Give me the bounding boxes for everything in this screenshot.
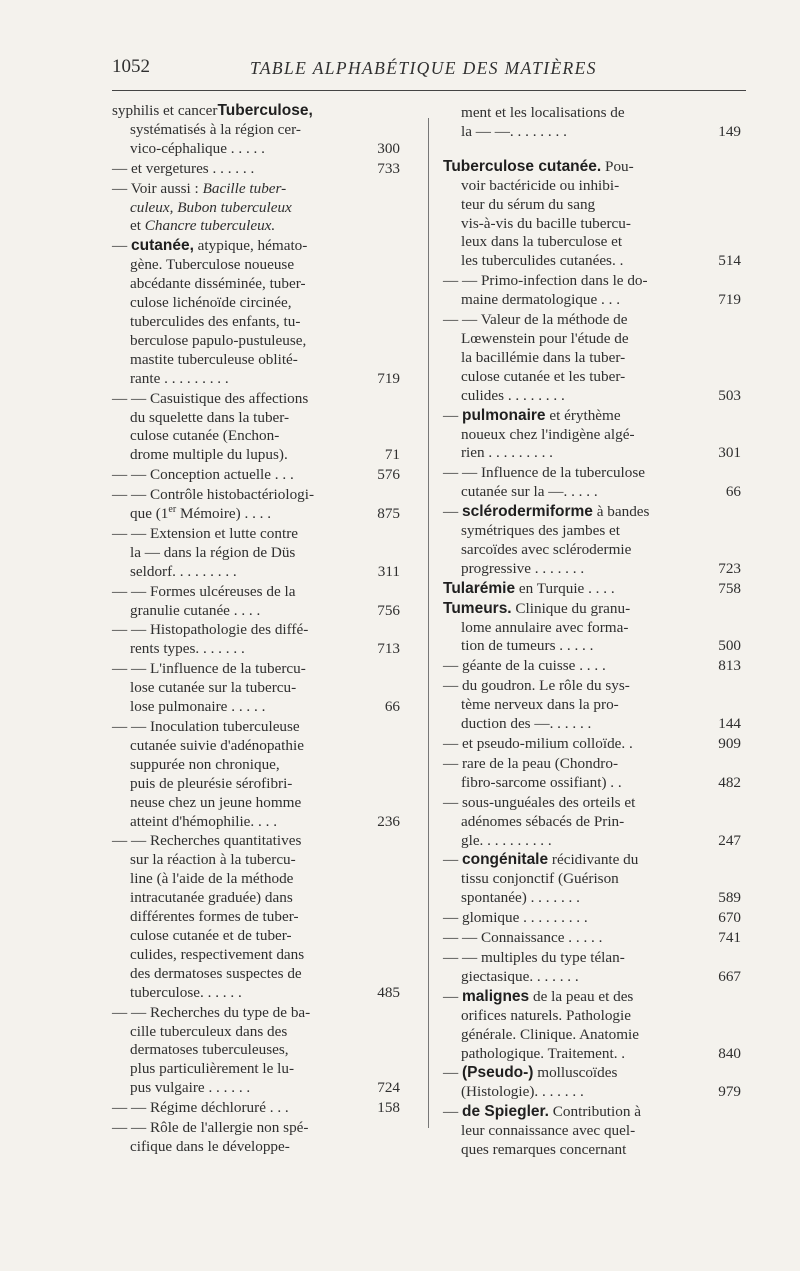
entry-line: adénomes sébacés de Prin- [461,812,625,830]
entry-line: maine dermatologique . . . [461,291,621,309]
page-reference: 741 [718,929,741,947]
entry-line: la bacillémie dans la tuber- [461,348,626,366]
entry-line: — cutanée, atypique, hémato- [112,237,308,255]
entry-line: symétriques des jambes et [461,522,621,540]
entry-line: (Histologie). . . . . . . [461,1083,584,1101]
page-reference: 311 [377,562,400,580]
index-entry [112,718,400,831]
index-entry [112,1003,400,1099]
page-reference: 301 [718,444,741,462]
page-reference: 503 [718,386,741,404]
page-reference: 485 [377,983,400,1001]
index-entry [112,582,400,621]
index-entry [443,158,740,271]
entry-line: — sous-unguéales des orteils et [443,793,636,811]
page-reference: 719 [718,291,741,309]
index-entry [443,104,740,142]
index-entry [112,466,400,485]
entry-line: spontanée) . . . . . . . [461,889,580,907]
page-reference: 719 [377,369,400,387]
entry-line: — — Connaissance . . . . . [443,929,603,947]
entry-line: du squelette dans la tuber- [130,408,290,426]
entry-line: lose pulmonaire . . . . . [130,698,266,716]
entry-line: suppurée non chronique, [130,755,280,773]
right-column [443,102,740,1161]
entry-line: cutanée sur la —. . . . . [461,483,598,501]
index-entry [443,407,740,464]
entry-line: — — Histopathologie des diffé- [112,621,309,639]
entry-line: leur connaissance avec quel- [461,1122,636,1140]
index-entry [443,794,740,851]
index-entry [443,503,740,579]
entry-line: — géante de la cuisse . . . . [443,657,606,675]
index-entry [443,909,740,928]
index-entry [112,389,400,466]
entry-line: lome annulaire avec forma- [461,618,629,636]
index-entry [443,1064,740,1102]
page-reference: 875 [377,505,400,523]
index-entry [112,237,400,388]
entry-line: — — Casuistique des affections [112,389,309,407]
page-reference: 576 [377,466,400,484]
entry-line: — — Primo-infection dans le do- [443,272,648,290]
entry-line: vico-céphalique . . . . . [130,139,265,157]
page-reference: 247 [718,831,741,849]
entry-line: culides, respectivement dans [130,945,305,963]
entry-line: — — L'influence de la tubercu- [112,660,306,678]
entry-line: des dermatoses suspectes de [130,964,302,982]
index-entry [443,929,740,948]
entry-line: systématisés à la région cer- [130,120,301,138]
page-reference: 149 [718,122,741,140]
index-entry [443,272,740,310]
entry-line: — et pseudo-milium colloïde. . [443,735,633,752]
entry-heading: malignes [461,987,530,1005]
italic-text: Chancre tuberculeux. [144,217,276,235]
entry-line: — sclérodermiforme à bandes [443,503,650,521]
entry-line: — — Régime déchloruré . . . [112,1099,289,1117]
page-reference: 514 [718,252,741,270]
entry-line: ques remarques concernant [461,1141,627,1159]
page-reference: 733 [377,159,400,177]
entry-line: Tumeurs. Clinique du granu- [443,599,631,617]
entry-line: — — Extension et lutte contre [112,524,299,542]
page-reference: 300 [377,139,400,157]
entry-line: abcédante disséminée, tuber- [130,275,306,293]
index-entry [112,180,362,237]
entry-line: puis de pleurésie sérofibri- [130,774,293,792]
index-entry [443,580,740,599]
entry-line: neuse chez un jeune homme [130,793,302,811]
entry-line: seldorf. . . . . . . . . [130,562,237,580]
entry-line: mastite tuberculeuse oblité- [130,350,298,368]
entry-line: les tuberculides cutanées. . [461,252,624,270]
entry-line: culides . . . . . . . . [461,386,565,404]
page-reference: 670 [718,909,741,927]
entry-line: culose cutanée et de tuber- [130,926,292,944]
entry-line: sarcoïdes avec sclérodermie [461,540,632,558]
entry-heading: Tuberculose, [217,102,313,119]
index-entry [443,311,740,406]
entry-line: cifique dans le développe- [130,1137,290,1155]
index-entry [443,657,740,676]
entry-line: Lœwenstein pour l'étude de [461,329,629,347]
entry-heading: Tularémie [443,579,516,597]
index-entry [112,660,400,717]
entry-line: line (à l'aide de la méthode [130,870,294,888]
entry-line: tuberculides des enfants, tu- [130,312,301,330]
header-rule [112,90,746,91]
entry-line: rents types. . . . . . . [130,640,245,658]
entry-line: Tularémie en Turquie . . . . [443,579,615,597]
entry-line: — glomique . . . . . . . . . [443,909,588,927]
entry-line: — — multiples du type télan- [443,948,625,966]
entry-line: — — Recherches quantitatives [112,832,302,850]
page-reference: 66 [384,698,400,716]
entry-line: différentes formes de tuber- [130,908,299,926]
entry-line: tuberculose. . . . . . [130,983,242,1001]
entry-line: noueux chez l'indigène algé- [461,425,635,443]
entry-line: granulie cutanée . . . . [130,601,261,619]
entry-line: voir bactéricide ou inhibi- [461,176,620,194]
index-entry [443,1103,740,1160]
entry-line: — de Spiegler. Contribution à [443,1103,641,1121]
entry-line [112,199,362,218]
entry-line: ment et les localisations de [461,104,625,121]
entry-line: — — Rôle de l'allergie non spé- [112,1119,309,1137]
page-reference: 589 [718,889,741,907]
entry-line: — — Recherches du type de ba- [112,1003,311,1021]
entry-line: — — Contrôle histobactériologi- [112,486,315,504]
index-entry [443,464,740,502]
entry-line: dermatoses tuberculeuses, [130,1041,289,1059]
page-reference: 723 [718,559,741,577]
entry-line: gle. . . . . . . . . . [461,831,552,849]
page-reference: 724 [377,1079,400,1097]
entry-line: cille tuberculeux dans des [130,1022,288,1040]
entry-line: duction des —. . . . . . [461,715,592,733]
entry-heading: cutanée, [130,237,194,255]
entry-line: orifices naturels. Pathologie [461,1006,631,1024]
entry-line: — malignes de la peau et des [443,987,634,1005]
index-entry [443,851,740,908]
entry-line: cutanée suivie d'adénopathie [130,736,304,754]
entry-line: lose cutanée sur la tubercu- [130,679,297,697]
entry-line: — — Influence de la tuberculose [443,464,645,482]
entry-line: tème nerveux dans la pro- [461,696,619,714]
entry-line: — — Inoculation tuberculeuse [112,718,300,735]
index-entry [112,832,400,1002]
column-divider [428,118,429,1128]
page-reference: 758 [718,579,741,597]
index-entry [443,988,740,1064]
entry-line: — rare de la peau (Chondro- [443,754,619,772]
entry-line: teur du sérum du sang [461,195,596,213]
entry-line: gène. Tuberculose noueuse [130,256,295,274]
entry-line: syphilis et cancerTuberculose, [112,102,313,119]
entry-heading: congénitale [461,851,549,869]
entry-line: — et vergetures . . . . . . [112,159,255,177]
index-entry [443,677,740,734]
entry-heading: pulmonaire [461,406,546,424]
page-reference: 71 [384,446,400,464]
entry-line: progressive . . . . . . . [461,559,585,577]
entry-line: et Chancre tuberculeux. [130,217,276,235]
entry-line: plus particulièrement le lu- [130,1060,295,1078]
entry-line: — Voir aussi : Bacille tuber- [112,179,287,197]
entry-line: — (Pseudo-) molluscoïdes [443,1064,618,1082]
page-reference: 979 [718,1083,741,1101]
entry-line: vis-à-vis du bacille tubercu- [461,214,631,232]
entry-heading: sclérodermiforme [461,503,593,521]
running-title: TABLE ALPHABÉTIQUE DES MATIÈRES [250,58,597,78]
entry-line: fibro-sarcome ossifiant) . . [461,773,622,791]
index-entry [112,524,400,582]
entry-line: pathologique. Traitement. . [461,1044,626,1062]
page-reference: 756 [377,601,400,619]
page-reference: 667 [718,967,741,985]
entry-line: — congénitale récidivante du [443,851,639,869]
entry-heading: Tuberculose cutanée. [443,157,602,175]
entry-line: pus vulgaire . . . . . . [130,1079,251,1097]
page-reference: 144 [718,715,741,733]
entry-line: — — Valeur de la méthode de [443,311,628,329]
entry-line: intracutanée graduée) dans [130,889,293,907]
index-entry [112,1119,362,1157]
page-reference: 66 [725,483,741,501]
entry-line: la — dans la région de Düs [130,543,296,561]
page-reference: 236 [377,812,400,830]
italic-text: culeux, Bubon tuberculeux [130,198,292,216]
index-entry [443,949,740,987]
page-reference: 713 [377,640,400,658]
page-reference: 158 [377,1099,400,1117]
entry-line: rante . . . . . . . . . [130,369,229,387]
entry-line: giectasique. . . . . . . [461,967,579,985]
page-number: 1052 [112,56,150,77]
index-entry [112,621,400,659]
entry-line: berculose papulo-pustuleuse, [130,331,307,349]
entry-line: drome multiple du lupus). [130,446,288,464]
page-reference: 482 [718,773,741,791]
entry-line: que (1er Mémoire) . . . . [130,503,272,523]
entry-line: tissu conjonctif (Guérison [461,870,619,888]
page-reference: 840 [718,1044,741,1062]
left-column [112,102,400,1158]
italic-text: Bacille tuber- [202,179,287,197]
entry-line: culose lichénoïde circinée, [130,294,292,312]
entry-line: — — Formes ulcéreuses de la [112,582,296,600]
entry-heading: (Pseudo-) [461,1064,534,1082]
index-entry [443,755,740,793]
index-entry [443,735,740,754]
superscript: er [168,503,177,515]
entry-line: sur la réaction à la tubercu- [130,851,296,869]
entry-line: rien . . . . . . . . . [461,444,553,462]
page-reference: 909 [718,735,741,752]
entry-line: Tuberculose cutanée. Pou- [443,157,634,175]
entry-line: atteint d'hémophilie. . . . [130,812,277,830]
entry-line: la — —. . . . . . . . [461,122,567,140]
index-entry [112,159,400,179]
page-header [112,52,746,86]
index-entry [112,1099,400,1118]
entry-heading: de Spiegler. [461,1103,549,1121]
index-entry [112,102,400,159]
entry-line: — pulmonaire et érythème [443,406,621,424]
index-entry [443,600,740,657]
entry-line: culose cutanée (Enchon- [130,427,280,445]
page-reference: 813 [718,657,741,675]
entry-heading: Tumeurs. [443,599,512,617]
page-reference: 500 [718,637,741,655]
entry-line: générale. Clinique. Anatomie [461,1025,639,1043]
entry-line: — — Conception actuelle . . . [112,466,294,484]
entry-line: — du goudron. Le rôle du sys- [443,677,630,695]
index-entry [112,486,400,524]
entry-line: leux dans la tuberculose et [461,233,623,251]
entry-line: culose cutanée et les tuber- [461,367,626,385]
entry-line: tion de tumeurs . . . . . [461,637,594,655]
